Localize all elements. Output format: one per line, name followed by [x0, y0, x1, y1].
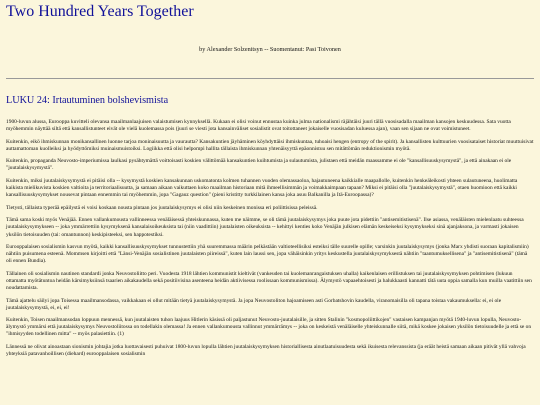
chapter-body [6, 119, 534, 358]
paragraph: Eurooppalaisen sosialismin kasvun myötä, kaikki kansallisuuskysymykset tunnustettiin yhä suuremmassa määrin pelkästään valtioteellisiksi esteiksi tälle suurelle opille; varsinkin juutalaiskysymys (jonka Marx yhdisti suoraan kapitalismiin) nähtiin puisumena esteenä. Mommsen kirjoitti että "Länsi-Venäjän sosialistinen juutalaisten piireissä", kuten lain laussi sen, jopa vähäisinkin yritys keskustella juutalaiskysymyksestä nähtiin "taantumuksellisena" ja "antisemitistisenä" (tämä oli ennen Bundia). [6, 244, 529, 265]
paragraph: Tämä sama koski myös Venäjää. Ennen vallankumousta vallinneessa venäläisessä yhteiskunnassa, kuten me näimme, se oli tämä juutalaiskysymys joka puute jota pidettiin "antisemitistisenä". Ilse asiassa, venäläisten mielenlaatu suhteessa juutalaiskysymykseen -- joka ymmärrettiin kysymyksenä kansalaisoikeuksista tai (niin vaadittiin) juutalaisten oikeuksista -- kehittyi kenties koko Venäjän julkisen elämän keskeiseksi kysymykseksi sinä ajanjaksona, ja varmasti jokaisen yksilön tietoisuuden (tai: omantunnon) keskipisteeksi, sen happotestiksi. [6, 217, 524, 238]
book-title: Two Hundred Years Together [6, 3, 194, 20]
paragraph: Kuitenkin, propaganda Neuvosto-imperiumissa laulkasi pysähtymättä voittoisasti koskien välittömää kansakuntien kuihtumista ja sulautumista, julistaen että meidän maassamme ei ole "kansallisuuskysymystä", ja että ainakaan ei ole "juutalaiskysymystä". [6, 158, 512, 172]
chapter-heading: LUKU 24: Irtautuminen bolshevismista [6, 95, 169, 106]
byline: by Alexander Solzenitsyn -- Suomentanut: Pasi Toivonen [199, 46, 341, 53]
paragraph: Tällainen oli sosialismin nautinen standardi jonka Neuvostoliitto peri. Vuodesta 1918 lähtien kommunistit kieltivät (vankeuden tai kuolemanrangaistuksen uhalla) kaikenlaisen erillistuksen tai juutalaiskysymyksen pohtimisen (lukuun ottamatta myötätuntoa heidän kärsimyksiinsä tsaarien aikakaudella sekä positiivisina asenteena heidän aktiivisessa roolissaan kommunismissa). Älymystö vapaaehtoisesti ja halukkaasti kannatti tätä uuta oppia samalla kun muilla vaatittiin sen noudattamista. [6, 270, 532, 291]
paragraph: Kuitenkin, miksi juutalaiskysymystä ei pitäisi olla -- kysymystä koskien kansakunnan uskomatonta kolmen tuhannen vuoden olemassaoloa, hajautuneena kaikkialle maapallolle, kuitenkin henkeäleikosti yhteen sulautuneena, huolimatta kaikista mielikuvista koskien valtioita ja territoriaalisuutta, ja samaan aikaan vaikuttaen koko maailman historiaan mitä ihmeellisimmän ja voimakkaimpaan tapaan? Miksi ei pitäisi olla "juutalaiskysymystä", otaen huomioon että kaikki kansallisuuskysymykset nousevat pintaan ennemmin tai myöhemmin, jopa "Gagauz question" (pieni kristitty turkkilainen kansa joka asuu Balkanilla ja Itä-Euroopassa)? [6, 178, 518, 199]
paragraph: Kuitenkin, Toisen maailmansodan loppuun mennessä, kun juutalaisten tuhon laajuus Hitlerin käsissä oli paljastunut Neuvosto-juutalaisille, ja sitten Stalinin "kosmopoliittikojen" vastaisen kampanjan myötä 1940-luvun lopulla, Neuvosto-älymystö ymmärsi että juutalaiskysymys Neuvostoliitossa on todellakin olemassa! Ja ennen vallankumousta vallinnut ymmärrämys -- joka on keskeistä venäläiselle yhteiskunnalle siitä, mikä koskee jokaisen yksilön tietoisuudelle ja että se on "ihmisyyden todellinen mitta" -- myös palasiettiin. (1) [6, 317, 532, 338]
divider [6, 78, 534, 79]
paragraph: Kuitenkin, eikö ihmiskunnan monikansallinen luonne tarjoa moninaisuutta ja vaurautta? Kansakuntien jäyhäminen köyhdyttäisi ihmiskuntaa, tuhoaisi hengen (entropy of the spirit). Ja kansallisten kulttuurien vuosisataiset historiat muuttuisivat auttamattoman kuolleiksi ja hyödyttömiksi muinaismuistoiksi. Logiikka että olisi helpompi hallita tällaista ihmiskunnan yhtenäisyyttä epäonnistuu sen mitättömän reduktionismin myötä. [6, 138, 534, 152]
paragraph: 1900-luvun alussa, Eurooppa kuvitteli olevansa maailmanlaajuisen valaistumisen kynnyksellä. Kukaan ei olisi voinut ennustaa kuinka julma nationalismi räjähtäisi juuri tällä vuosisadalla maailman kansojen keskuudessa. Sata vuotta myöhemmin näyttää siltä että kansallistunteet eivät ole vielä kuolemassa pois (juuri se viesti jota kansainväliset sosialistit ovat toitottaneet jokaiselle vuosisadan kuluessa ajan), vaan sen sijaan ne ovat voimistuneet. [6, 119, 511, 133]
paragraph: Tämä ajattelu säilyi jopa Toisessa maailmansodassa, vaikkakaan ei ollut mitään tietyä juutalaiskysymystä. Ja jopa Neuvostoliton hajoamiseen asti Gorbatshovin kaudella, viranomaisilla oli tapana toistaa vakaumuksella: ei, ei ole juutalaiskysymystä, ei, ei, ei! [6, 297, 502, 311]
paragraph: Lännessä ne olivat ainoastaan sionismin johtajia jotka luottavaisesti puhuivat 1800-luvun lopulla lähtien juutalaiskysymyksen historiallisesta ainutlaatuisuudesta sekä ikuisesta relevanssista (ja eräät heistä samaan aikaan pitivät yllä vahvoja yhteyksiä patavanhoillisen (diehard) eurooppalaisen sosialismin [6, 344, 526, 358]
paragraph: Tietysti, tällaista typerää epäilystä ei voisi koskaan nousta pintaan jos juutalaiskysymys ei olisi niin keskeinen monissa eri poliittisissa peleissä. [6, 204, 318, 211]
